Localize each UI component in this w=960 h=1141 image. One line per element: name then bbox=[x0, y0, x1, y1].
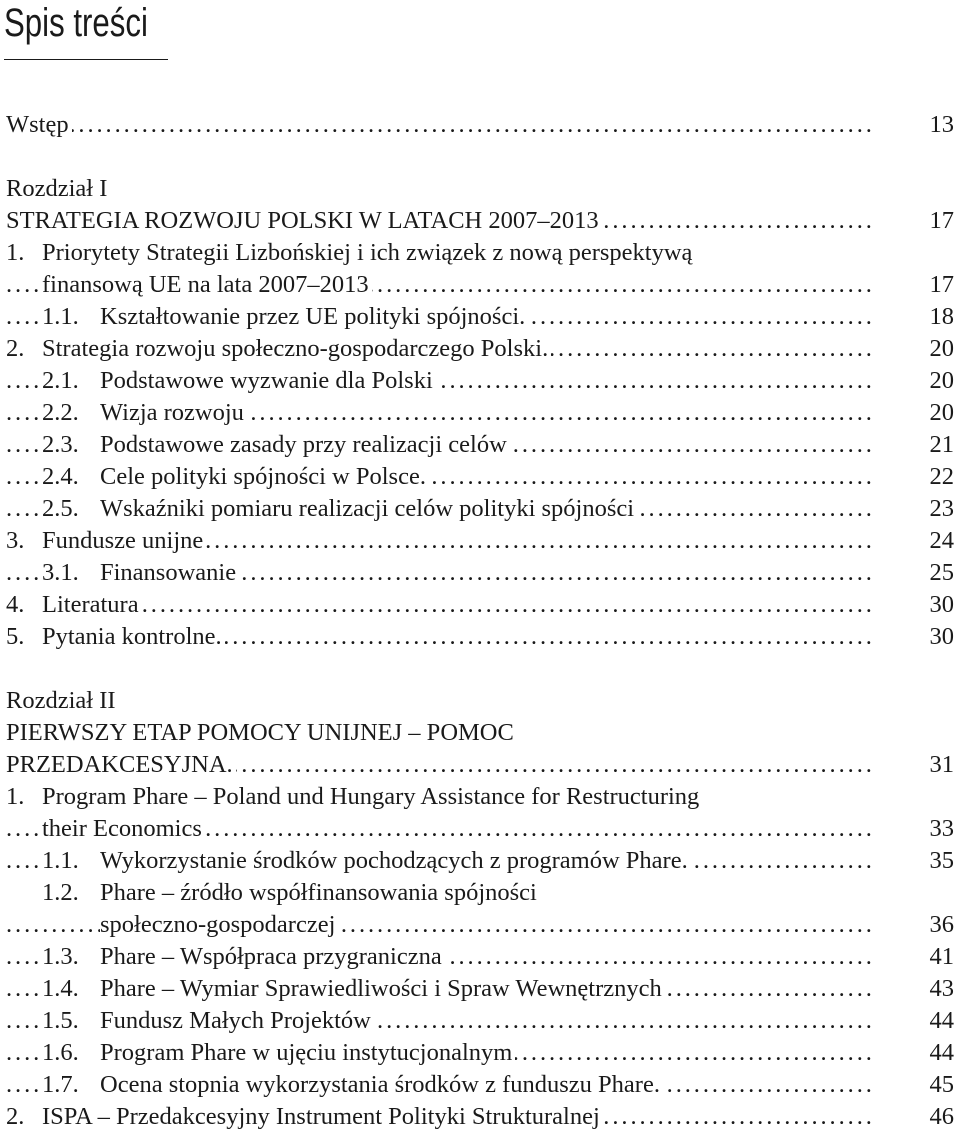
toc-page-number: 25 bbox=[929, 559, 954, 586]
toc-entry-number: 5. bbox=[6, 623, 25, 650]
toc-entry-label: finansową UE na lata 2007–2013 bbox=[42, 269, 372, 301]
toc-entry-number: 2. bbox=[6, 1103, 25, 1130]
toc-page-number: 43 bbox=[929, 975, 954, 1002]
toc-entry-label: Phare – źródło współfinansowania spójności bbox=[100, 879, 537, 906]
toc-entry-number: 1.1. bbox=[42, 847, 79, 874]
toc-entry-label: PRZEDAKCESYJNA. bbox=[6, 749, 236, 781]
toc-entry-number: 3.1. bbox=[42, 559, 79, 586]
toc-entry-label: Wizja rozwoju bbox=[100, 399, 244, 426]
chapter-label bbox=[0, 685, 960, 717]
toc-page-number: 18 bbox=[929, 303, 954, 330]
toc-page-number: 44 bbox=[929, 1007, 954, 1034]
toc-entry-subsection[interactable] bbox=[0, 365, 960, 397]
toc-page-number: 20 bbox=[929, 335, 954, 362]
toc-entry-label: Ocena stopnia wykorzystania środków z funduszu Phare. bbox=[100, 1071, 660, 1098]
toc-page-number: 35 bbox=[929, 847, 954, 874]
toc-entry-chapter-title[interactable] bbox=[0, 717, 960, 749]
toc-entry-number: 1.1. bbox=[42, 303, 79, 330]
toc-entry-section[interactable] bbox=[0, 237, 960, 269]
toc-entry-label: społeczno-gospodarczej bbox=[100, 909, 338, 941]
toc-entry-number: 2.5. bbox=[42, 495, 79, 522]
toc-entry-label: Fundusze unijne bbox=[42, 527, 204, 554]
toc-entry-number: 1. bbox=[6, 783, 25, 810]
toc-page-number: 17 bbox=[929, 207, 954, 234]
toc-page-number: 31 bbox=[929, 751, 954, 778]
toc-entry-subsection[interactable] bbox=[0, 557, 960, 589]
toc-entry-subsection[interactable] bbox=[0, 877, 960, 909]
chapter-label bbox=[0, 173, 960, 205]
toc-entry-number: 2.4. bbox=[42, 463, 79, 490]
toc-entry-number: 1.3. bbox=[42, 943, 79, 970]
toc-entry-label: Pytania kontrolne. bbox=[42, 623, 222, 650]
toc-page-number: 36 bbox=[929, 911, 954, 938]
chapter-number: Rozdział II bbox=[6, 685, 119, 717]
toc-page-number: 24 bbox=[929, 527, 954, 554]
toc-page-number: 44 bbox=[929, 1039, 954, 1066]
toc-entry-number: 1. bbox=[6, 239, 25, 266]
toc-entry-continuation[interactable] bbox=[0, 909, 960, 941]
toc-entry-subsection[interactable] bbox=[0, 1005, 960, 1037]
toc-entry-label: PIERWSZY ETAP POMOCY UNIJNEJ – POMOC bbox=[6, 717, 517, 749]
toc-entry-label: their Economics bbox=[42, 813, 205, 845]
toc-entry-continuation[interactable] bbox=[0, 269, 960, 301]
toc-entry-number: 1.7. bbox=[42, 1071, 79, 1098]
dot-leader bbox=[6, 109, 874, 141]
toc-entry-number: 1.6. bbox=[42, 1039, 79, 1066]
toc-page-number: 20 bbox=[929, 367, 954, 394]
toc-entry-section[interactable] bbox=[0, 525, 960, 557]
toc-entry-label: Fundusz Małych Projektów bbox=[100, 1007, 371, 1034]
toc-entry-label: Phare – Wymiar Sprawiedliwości i Spraw Wewnętrznych bbox=[100, 975, 662, 1002]
toc-entry-label: Strategia rozwoju społeczno-gospodarczego Polski. bbox=[42, 335, 549, 362]
toc-entry-label: STRATEGIA ROZWOJU POLSKI W LATACH 2007–2013 bbox=[6, 205, 602, 237]
toc-entry-number: 3. bbox=[6, 527, 25, 554]
toc-entry-continuation[interactable] bbox=[0, 749, 960, 781]
toc-page-number: 45 bbox=[929, 1071, 954, 1098]
toc-entry-subsection[interactable] bbox=[0, 461, 960, 493]
toc-page-number: 33 bbox=[929, 815, 954, 842]
toc-page-number: 17 bbox=[929, 271, 954, 298]
toc-entry-subsection[interactable] bbox=[0, 941, 960, 973]
toc-entry-number: 1.2. bbox=[42, 879, 79, 906]
toc-entry-number: 2. bbox=[6, 335, 25, 362]
toc-entry-label: Wstęp bbox=[6, 109, 72, 141]
toc-page-number: 21 bbox=[929, 431, 954, 458]
toc-entry-subsection[interactable] bbox=[0, 973, 960, 1005]
toc-entry-subsection[interactable] bbox=[0, 493, 960, 525]
toc-entry-label: Literatura bbox=[42, 591, 139, 618]
page-title: Spis treści bbox=[4, 1, 148, 45]
toc-page-number: 30 bbox=[929, 591, 954, 618]
toc-entry-section[interactable] bbox=[0, 1101, 960, 1133]
toc-entry-section[interactable] bbox=[0, 589, 960, 621]
toc-entry-label: Wskaźniki pomiaru realizacji celów polityki spójności bbox=[100, 495, 635, 522]
toc-page-number: 23 bbox=[929, 495, 954, 522]
toc-entry-number: 1.4. bbox=[42, 975, 79, 1002]
toc-entry-subsection[interactable] bbox=[0, 301, 960, 333]
toc-entry-label: Program Phare w ujęciu instytucjonalnym bbox=[100, 1039, 513, 1066]
toc-entry-subsection[interactable] bbox=[0, 1069, 960, 1101]
toc-entry-chapter-title[interactable] bbox=[0, 205, 960, 237]
toc-entry-number: 2.2. bbox=[42, 399, 79, 426]
toc-entry-subsection[interactable] bbox=[0, 845, 960, 877]
toc-entry-section[interactable] bbox=[0, 621, 960, 653]
toc-entry-label: Wykorzystanie środków pochodzących z programów Phare. bbox=[100, 847, 688, 874]
toc-page-number: 13 bbox=[929, 111, 954, 138]
toc-entry-section[interactable] bbox=[0, 781, 960, 813]
toc-entry-subsection[interactable] bbox=[0, 429, 960, 461]
toc-entry-label: Cele polityki spójności w Polsce. bbox=[100, 463, 426, 490]
toc-entry-subsection[interactable] bbox=[0, 397, 960, 429]
toc-page-number: 46 bbox=[929, 1103, 954, 1130]
toc-entry-number: 2.1. bbox=[42, 367, 79, 394]
toc-entry-number: 2.3. bbox=[42, 431, 79, 458]
toc-entry-label: ISPA – Przedakcesyjny Instrument Polityki Strukturalnej bbox=[42, 1103, 600, 1130]
chapter-number: Rozdział I bbox=[6, 173, 110, 205]
toc-page-number: 20 bbox=[929, 399, 954, 426]
toc-entry-subsection[interactable] bbox=[0, 1037, 960, 1069]
toc-entry-number: 1.5. bbox=[42, 1007, 79, 1034]
toc-page-number: 22 bbox=[929, 463, 954, 490]
toc-entry-label: Program Phare – Poland und Hungary Assistance for Restructuring bbox=[42, 783, 700, 810]
toc-entry-section[interactable] bbox=[0, 333, 960, 365]
toc-entry-number: 4. bbox=[6, 591, 25, 618]
toc-page-number: 41 bbox=[929, 943, 954, 970]
toc-entry-label: Priorytety Strategii Lizbońskiej i ich związek z nową perspektywą bbox=[42, 239, 693, 266]
toc-entry-continuation[interactable] bbox=[0, 813, 960, 845]
toc-entry-label: Phare – Współpraca przygraniczna bbox=[100, 943, 442, 970]
toc-entry-label: Podstawowe zasady przy realizacji celów bbox=[100, 431, 507, 458]
toc-entry-wstep[interactable] bbox=[0, 109, 960, 141]
toc-page-number: 30 bbox=[929, 623, 954, 650]
toc-entry-label: Finansowanie bbox=[100, 559, 237, 586]
toc-entry-label: Kształtowanie przez UE polityki spójności. bbox=[100, 303, 526, 330]
toc-entry-label: Podstawowe wyzwanie dla Polski bbox=[100, 367, 433, 394]
